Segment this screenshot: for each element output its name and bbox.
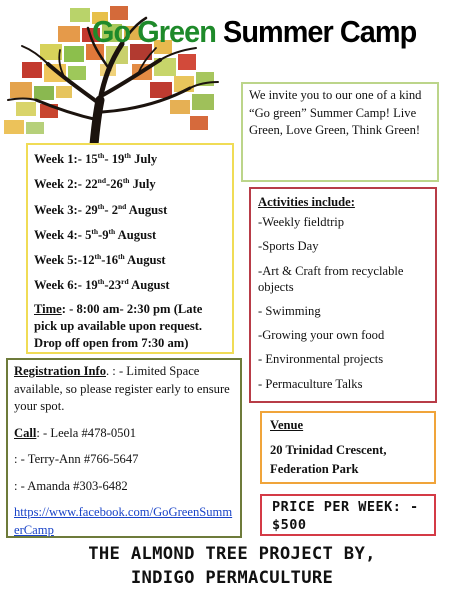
week-end-suffix: th	[108, 226, 116, 236]
week-end-suffix: rd	[121, 277, 129, 287]
week-end-month: July	[130, 152, 158, 166]
registration-heading: Registration Info	[14, 364, 106, 378]
week-start-day: 12	[81, 253, 95, 268]
week-start-suffix: th	[97, 150, 105, 160]
week-row	[34, 149, 226, 174]
time-text: : - 8:00 am- 2:30 pm (Late pick up available upon request. Drop off open from 7:30 am)	[34, 301, 203, 350]
week-start-suffix: th	[97, 277, 105, 287]
week-end-suffix: nd	[117, 201, 127, 211]
week-end-day: 2	[111, 202, 118, 217]
invite-box	[241, 82, 439, 182]
activity-item: -Sports Day	[258, 239, 319, 254]
week-row	[34, 275, 226, 300]
activity-item: -Weekly fieldtrip	[258, 215, 345, 229]
registration-box	[6, 358, 242, 538]
week-start-day: 19	[85, 278, 98, 293]
activity-item: - Environmental projects	[258, 352, 384, 367]
week-label: Week 3:-	[34, 202, 86, 217]
week-end-month: August	[115, 227, 157, 242]
activities-heading: Activities include:	[258, 195, 355, 209]
week-start-day: 15	[85, 152, 98, 166]
week-start-suffix: th	[97, 201, 105, 211]
week-sep: -	[98, 227, 103, 242]
week-row	[34, 225, 226, 250]
week-end-month: August	[126, 202, 168, 217]
activities-box	[249, 187, 437, 403]
venue-address: 20 Trinidad Crescent, Federation Park	[270, 443, 387, 476]
week-start-day: 29	[85, 202, 98, 217]
week-end-day: 23	[108, 278, 122, 293]
call-line	[14, 425, 234, 443]
week-label: Week 6:-	[34, 278, 86, 293]
registration-info	[14, 363, 234, 416]
activity-item: -Growing your own food	[258, 328, 385, 343]
week-start-suffix: th	[94, 252, 102, 261]
title-rest: Summer Camp	[215, 14, 417, 49]
contact-3: : - Amanda #303-6482	[14, 478, 128, 493]
week-end-day: 9	[102, 227, 109, 242]
time-label: Time	[34, 301, 62, 316]
footer	[0, 542, 464, 598]
week-row	[34, 250, 226, 275]
week-sep: -	[104, 152, 112, 166]
contact-2: : - Terry-Ann #766-5647	[14, 452, 139, 466]
week-label: Week 1:-	[34, 152, 86, 166]
week-label: Week 4:-	[34, 227, 86, 242]
week-end-day: 19	[111, 152, 125, 166]
week-end-suffix: th	[124, 150, 131, 160]
price-text: PRICE PER WEEK: - $500	[272, 499, 419, 533]
activity-item: - Swimming	[258, 303, 321, 318]
week-end-month: July	[129, 177, 156, 192]
week-row	[34, 200, 226, 225]
week-end-day: 26	[110, 177, 123, 192]
week-start-suffix: nd	[97, 176, 107, 186]
footer-line-2: INDIGO PERMACULTURE	[130, 568, 334, 588]
week-label: Week 5:-	[34, 253, 82, 268]
price-box	[260, 494, 436, 536]
week-sep: -	[104, 202, 112, 217]
activity-item: -Art & Craft from recyclable objects	[258, 263, 404, 294]
week-sep: -	[101, 253, 106, 268]
week-sep: -	[104, 278, 109, 293]
page-title	[92, 14, 438, 66]
venue-heading: Venue	[270, 418, 304, 432]
week-end-month: August	[124, 253, 166, 268]
week-end-suffix: th	[117, 252, 125, 261]
week-start-day: 5	[85, 227, 92, 242]
week-row	[34, 174, 226, 199]
footer-line-1: THE ALMOND TREE PROJECT BY,	[88, 544, 376, 564]
week-start-day: 22	[85, 177, 98, 192]
week-start-suffix: th	[91, 226, 99, 236]
week-sep: -	[106, 177, 111, 192]
weeks-schedule-box	[26, 143, 234, 354]
week-end-suffix: th	[122, 176, 130, 186]
facebook-link[interactable]: https://www.facebook.com/GoGreenSummerCamp	[14, 505, 233, 537]
week-label: Week 2:-	[34, 177, 86, 192]
invite-text: We invite you to our one of a kind “Go green” Summer Camp! Live Green, Love Green, Think Green!	[249, 88, 422, 137]
activity-item: - Permaculture Talks	[258, 376, 363, 391]
activities-list	[258, 214, 428, 392]
week-end-month: August	[128, 278, 170, 293]
contact-1: : - Leela #478-0501	[36, 425, 137, 440]
call-label: Call	[14, 425, 37, 440]
title-highlight: Go Green	[92, 14, 216, 49]
week-end-day: 16	[105, 253, 118, 268]
time-info	[34, 301, 226, 352]
week-list	[34, 149, 226, 301]
venue-box	[260, 411, 436, 484]
registration-text: . : - Limited Space available, so please register early to ensure your spot.	[14, 364, 230, 413]
